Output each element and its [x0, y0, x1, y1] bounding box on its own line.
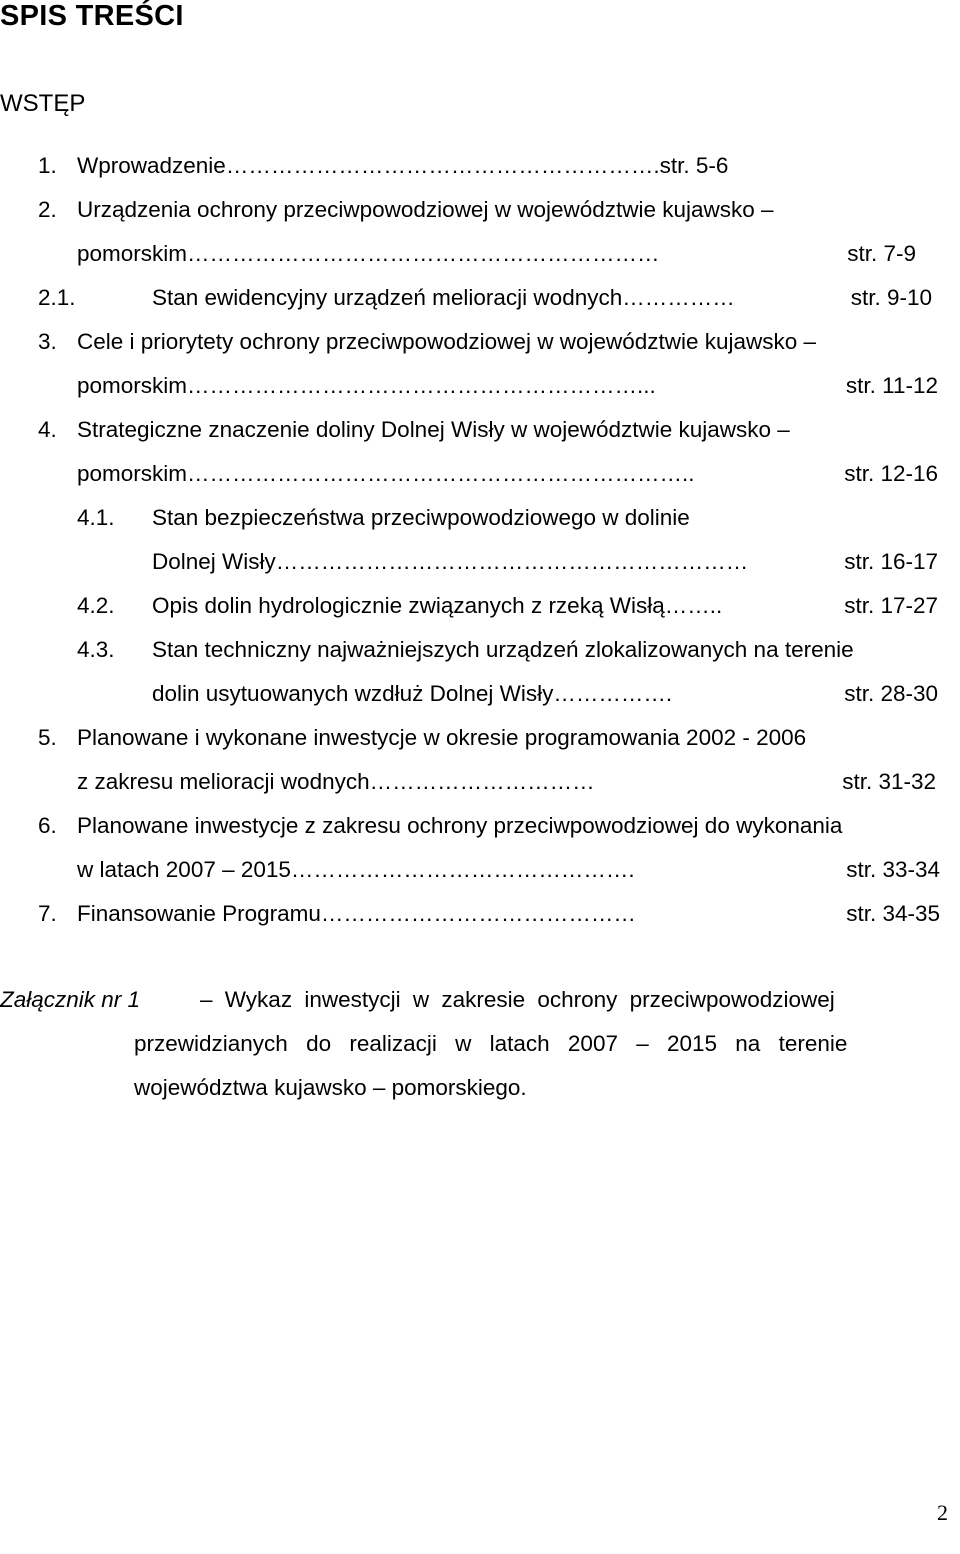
toc-entry-1[interactable]: Wprowadzenie………………………………………………….str. 5-6 [77, 153, 729, 178]
toc-entry-2-cont[interactable]: pomorskim……………………………………………………… [77, 241, 660, 266]
toc-page-4: str. 12-16 [844, 461, 938, 486]
toc-num-2-1: 2.1. [38, 285, 76, 310]
toc-num-4-1: 4.1. [77, 505, 115, 530]
toc-entry-4-cont[interactable]: pomorskim………………………………………………………….. [77, 461, 695, 486]
toc-num-6: 6. [38, 813, 57, 838]
toc-page-2-1: str. 9-10 [850, 285, 932, 310]
toc-page-3: str. 11-12 [845, 373, 938, 398]
toc-page-4-1: str. 16-17 [844, 549, 938, 574]
toc-entry-2[interactable]: Urządzenia ochrony przeciwpowodziowej w województwie kujawsko – [77, 197, 774, 222]
toc-num-4: 4. [38, 417, 57, 442]
toc-entry-6[interactable]: Planowane inwestycje z zakresu ochrony przeciwpowodziowej do wykonania [77, 813, 843, 838]
toc-entry-3[interactable]: Cele i priorytety ochrony przeciwpowodziowej w województwie kujawsko – [77, 329, 817, 354]
toc-entry-3-cont[interactable]: pomorskim……………………………………………………... [77, 373, 656, 398]
toc-entry-4-3-cont[interactable]: dolin usytuowanych wzdłuż Dolnej Wisły……………. [152, 681, 673, 706]
toc-entry-4-3[interactable]: Stan techniczny najważniejszych urządzeń zlokalizowanych na terenie [152, 637, 854, 662]
toc-num-7: 7. [38, 901, 57, 926]
annex-line-1: – Wykaz inwestycji w zakresie ochrony przeciwpowodziowej [200, 987, 835, 1012]
toc-num-2: 2. [38, 197, 57, 222]
annex-line-3: województwa kujawsko – pomorskiego. [134, 1075, 527, 1100]
toc-entry-4-2[interactable]: Opis dolin hydrologicznie związanych z rzeką Wisłą…….. [152, 593, 723, 618]
toc-entry-4[interactable]: Strategiczne znaczenie doliny Dolnej Wisły w województwie kujawsko – [77, 417, 790, 442]
toc-num-3: 3. [38, 329, 57, 354]
toc-page-4-2: str. 17-27 [844, 593, 938, 618]
toc-page-6: str. 33-34 [846, 857, 940, 882]
toc-num-4-3: 4.3. [77, 637, 115, 662]
annex-label: Załącznik nr 1 [0, 987, 141, 1012]
toc-num-5: 5. [38, 725, 57, 750]
toc-num-4-2: 4.2. [77, 593, 115, 618]
toc-entry-4-1-cont[interactable]: Dolnej Wisły……………………………………………………… [152, 549, 749, 574]
page-number: 2 [937, 1500, 948, 1525]
toc-page-2: str. 7-9 [847, 241, 916, 266]
toc-entry-5[interactable]: Planowane i wykonane inwestycje w okresie programowania 2002 - 2006 [77, 725, 807, 750]
page-title: SPIS TREŚCI [0, 0, 184, 32]
toc-page-5: str. 31-32 [842, 769, 936, 794]
toc-num-1: 1. [38, 153, 57, 178]
intro-heading: WSTĘP [0, 90, 86, 117]
annex-line-2: przewidzianych do realizacji w latach 2007 – 2015 na terenie [134, 1031, 848, 1056]
toc-entry-7[interactable]: Finansowanie Programu…………………………………… [77, 901, 636, 926]
toc-page-7: str. 34-35 [846, 901, 940, 926]
toc-entry-2-1[interactable]: Stan ewidencyjny urządzeń melioracji wodnych…………… [152, 285, 735, 310]
toc-page-4-3: str. 28-30 [844, 681, 938, 706]
toc-entry-4-1[interactable]: Stan bezpieczeństwa przeciwpowodziowego w dolinie [152, 505, 690, 530]
toc-entry-5-cont[interactable]: z zakresu melioracji wodnych………………………… [77, 769, 595, 794]
toc-entry-6-cont[interactable]: w latach 2007 – 2015………………………………………. [77, 857, 635, 882]
